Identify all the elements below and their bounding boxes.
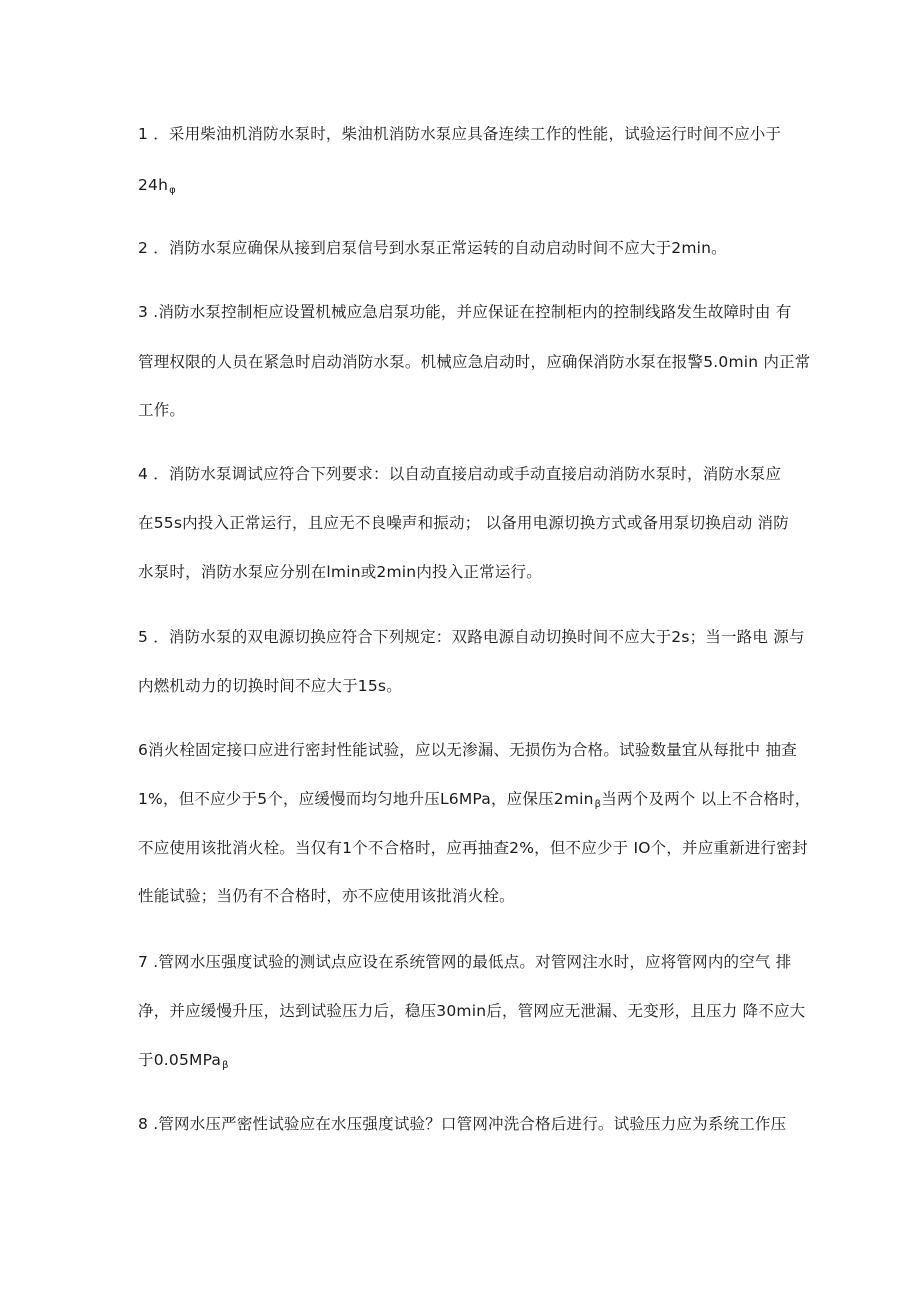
paragraph-4-line-3: 水泵时，消防水泵应分别在lmin或2min内投入正常运行。 [138,563,542,581]
paragraph-5-line-1: 5 ．消防水泵的双电源切换应符合下列规定：双路电源自动切换时间不应大于2s；当一路电 源与 [138,628,805,646]
paragraph-1-subscript: φ [169,185,176,196]
paragraph-6-line-2-tail: 当两个及两个 以上不合格时， [601,790,811,808]
paragraph-1-line-2-text: 24h [138,176,169,194]
paragraph-1-line-2 [138,175,176,201]
paragraph-6-line-2-text: 1%，但不应少于5个，应缓慢而均匀地升压L6MPa，应保压2min [138,790,594,808]
paragraph-7-line-1: 7 .管网水压强度试验的测试点应设在系统管网的最低点。对管网注水时，应将管网内的空气 排 [138,953,792,971]
paragraph-6-line-1: 6消火栓固定接口应进行密封性能试验，应以无渗漏、无损伤为合格。试验数量宜从每批中 抽查 [138,741,797,759]
paragraph-3-line-2: 管理权限的人员在紧急时启动消防水泵。机械应急启动时，应确保消防水泵在报警5.0min 内正常 [138,353,811,371]
paragraph-6-subscript: β [594,799,602,810]
paragraph-7-line-3 [138,1050,229,1076]
paragraph-4-line-2: 在55s内投入正常运行，且应无不良噪声和振动； 以备用电源切换方式或备用泵切换启动 消防 [138,514,789,532]
paragraph-7-line-3-text: 于0.05MPa [138,1051,222,1069]
paragraph-4-line-1: 4 ．消防水泵调试应符合下列要求：以自动直接启动或手动直接启动消防水泵时，消防水泵应 [138,465,782,483]
paragraph-7-line-2: 净，并应缓慢升压，达到试验压力后，稳压30min后，管网应无泄漏、无变形，且压力 降不应大 [138,1002,806,1020]
paragraph-3-line-1: 3 .消防水泵控制柜应设置机械应急启泵功能，并应保证在控制柜内的控制线路发生故障时由 有 [138,303,792,321]
paragraph-5-line-2: 内燃机动力的切换时间不应大于15s。 [138,677,402,695]
paragraph-3-line-3: 工作。 [138,401,186,419]
paragraph-6-line-2 [138,789,811,815]
paragraph-8-line-1: 8 .管网水压严密性试验应在水压强度试验？口管网冲洗合格后进行。试验压力应为系统工作压 [138,1115,787,1133]
paragraph-7-subscript: β [222,1060,229,1071]
paragraph-6-line-3: 不应使用该批消火栓。当仅有1个不合格时，应再抽查2%，但不应少于 IO个，并应重新进行密封 [138,839,808,857]
paragraph-1-line-1: 1 ．采用柴油机消防水泵时，柴油机消防水泵应具备连续工作的性能，试验运行时间不应小于 [138,125,782,143]
paragraph-2-line-1: 2 ．消防水泵应确保从接到启泵信号到水泵正常运转的自动启动时间不应大于2min。 [138,239,727,257]
paragraph-6-line-4: 性能试验；当仍有不合格时，亦不应使用该批消火栓。 [138,887,515,905]
